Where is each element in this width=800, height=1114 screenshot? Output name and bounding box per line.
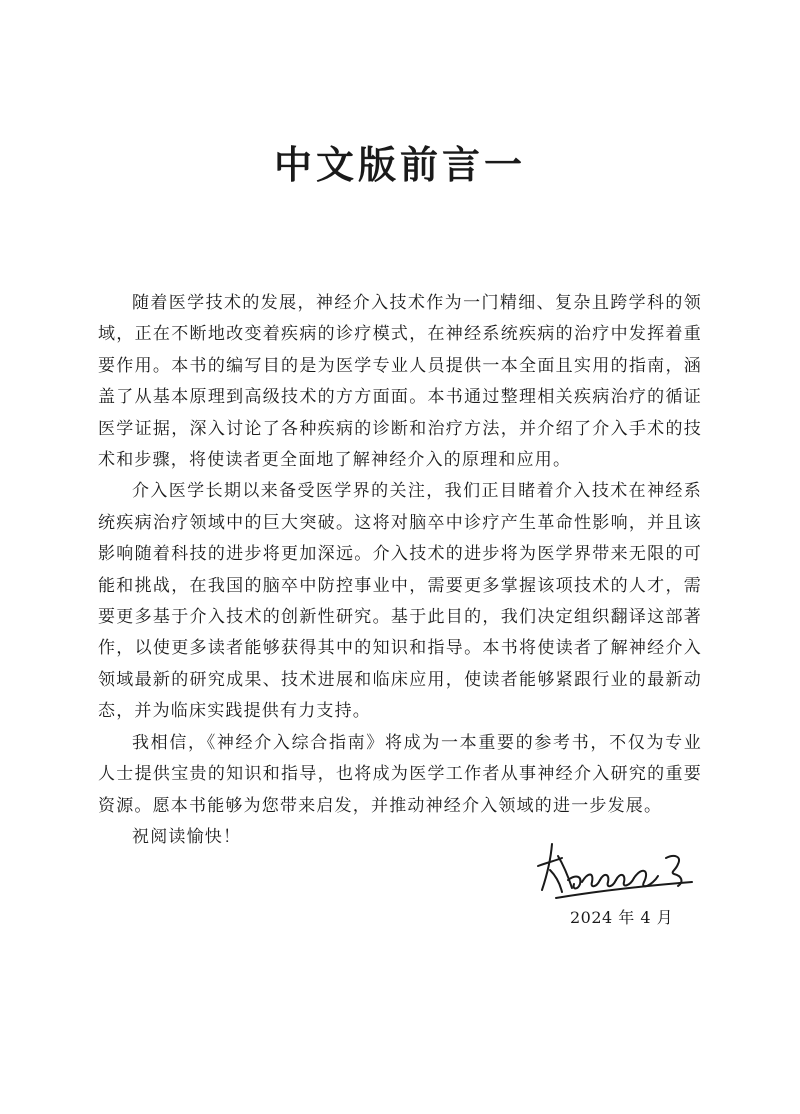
- handwritten-signature: [532, 836, 702, 906]
- preface-body: [98, 288, 702, 853]
- paragraph-1: 随着医学技术的发展，神经介入技术作为一门精细、复杂且跨学科的领域，正在不断地改变着疾病的诊疗模式，在神经系统疾病的治疗中发挥着重要作用。本书的编写目的是为医学专业人员提供一本全面且实用的指南，涵盖了从基本原理到高级技术的方方面面。本书通过整理相关疾病治疗的循证医学证据，深入讨论了各种疾病的诊断和治疗方法，并介绍了介入手术的技术和步骤，将使读者更全面地了解神经介入的原理和应用。: [98, 293, 702, 471]
- date: 2024 年 4 月: [570, 908, 674, 927]
- paragraph-closing: 祝阅读愉快！: [132, 826, 242, 847]
- paragraph-3: 我相信，《神经介入综合指南》将成为一本重要的参考书，不仅为专业人士提供宝贵的知识和指导，也将成为医学工作者从事神经介入研究的重要资源。愿本书能够为您带来启发，并推动神经介入领域的进一步发展。: [98, 732, 702, 816]
- page-title: 中文版前言一: [273, 143, 526, 187]
- paragraph-2: 介入医学长期以来备受医学界的关注，我们正目睹着介入技术在神经系统疾病治疗领域中的巨大突破。这将对脑卒中诊疗产生革命性影响，并且该影响随着科技的进步将更加深远。介入技术的进步将为医学界带来无限的可能和挑战，在我国的脑卒中防控事业中，需要更多掌握该项技术的人才，需要更多基于介入技术的创新性研究。基于此目的，我们决定组织翻译这部著作，以使更多读者能够获得其中的知识和指导。本书将使读者了解神经介入领域最新的研究成果、技术进展和临床应用，使读者能够紧跟行业的最新动态，并为临床实践提供有力支持。: [98, 481, 702, 722]
